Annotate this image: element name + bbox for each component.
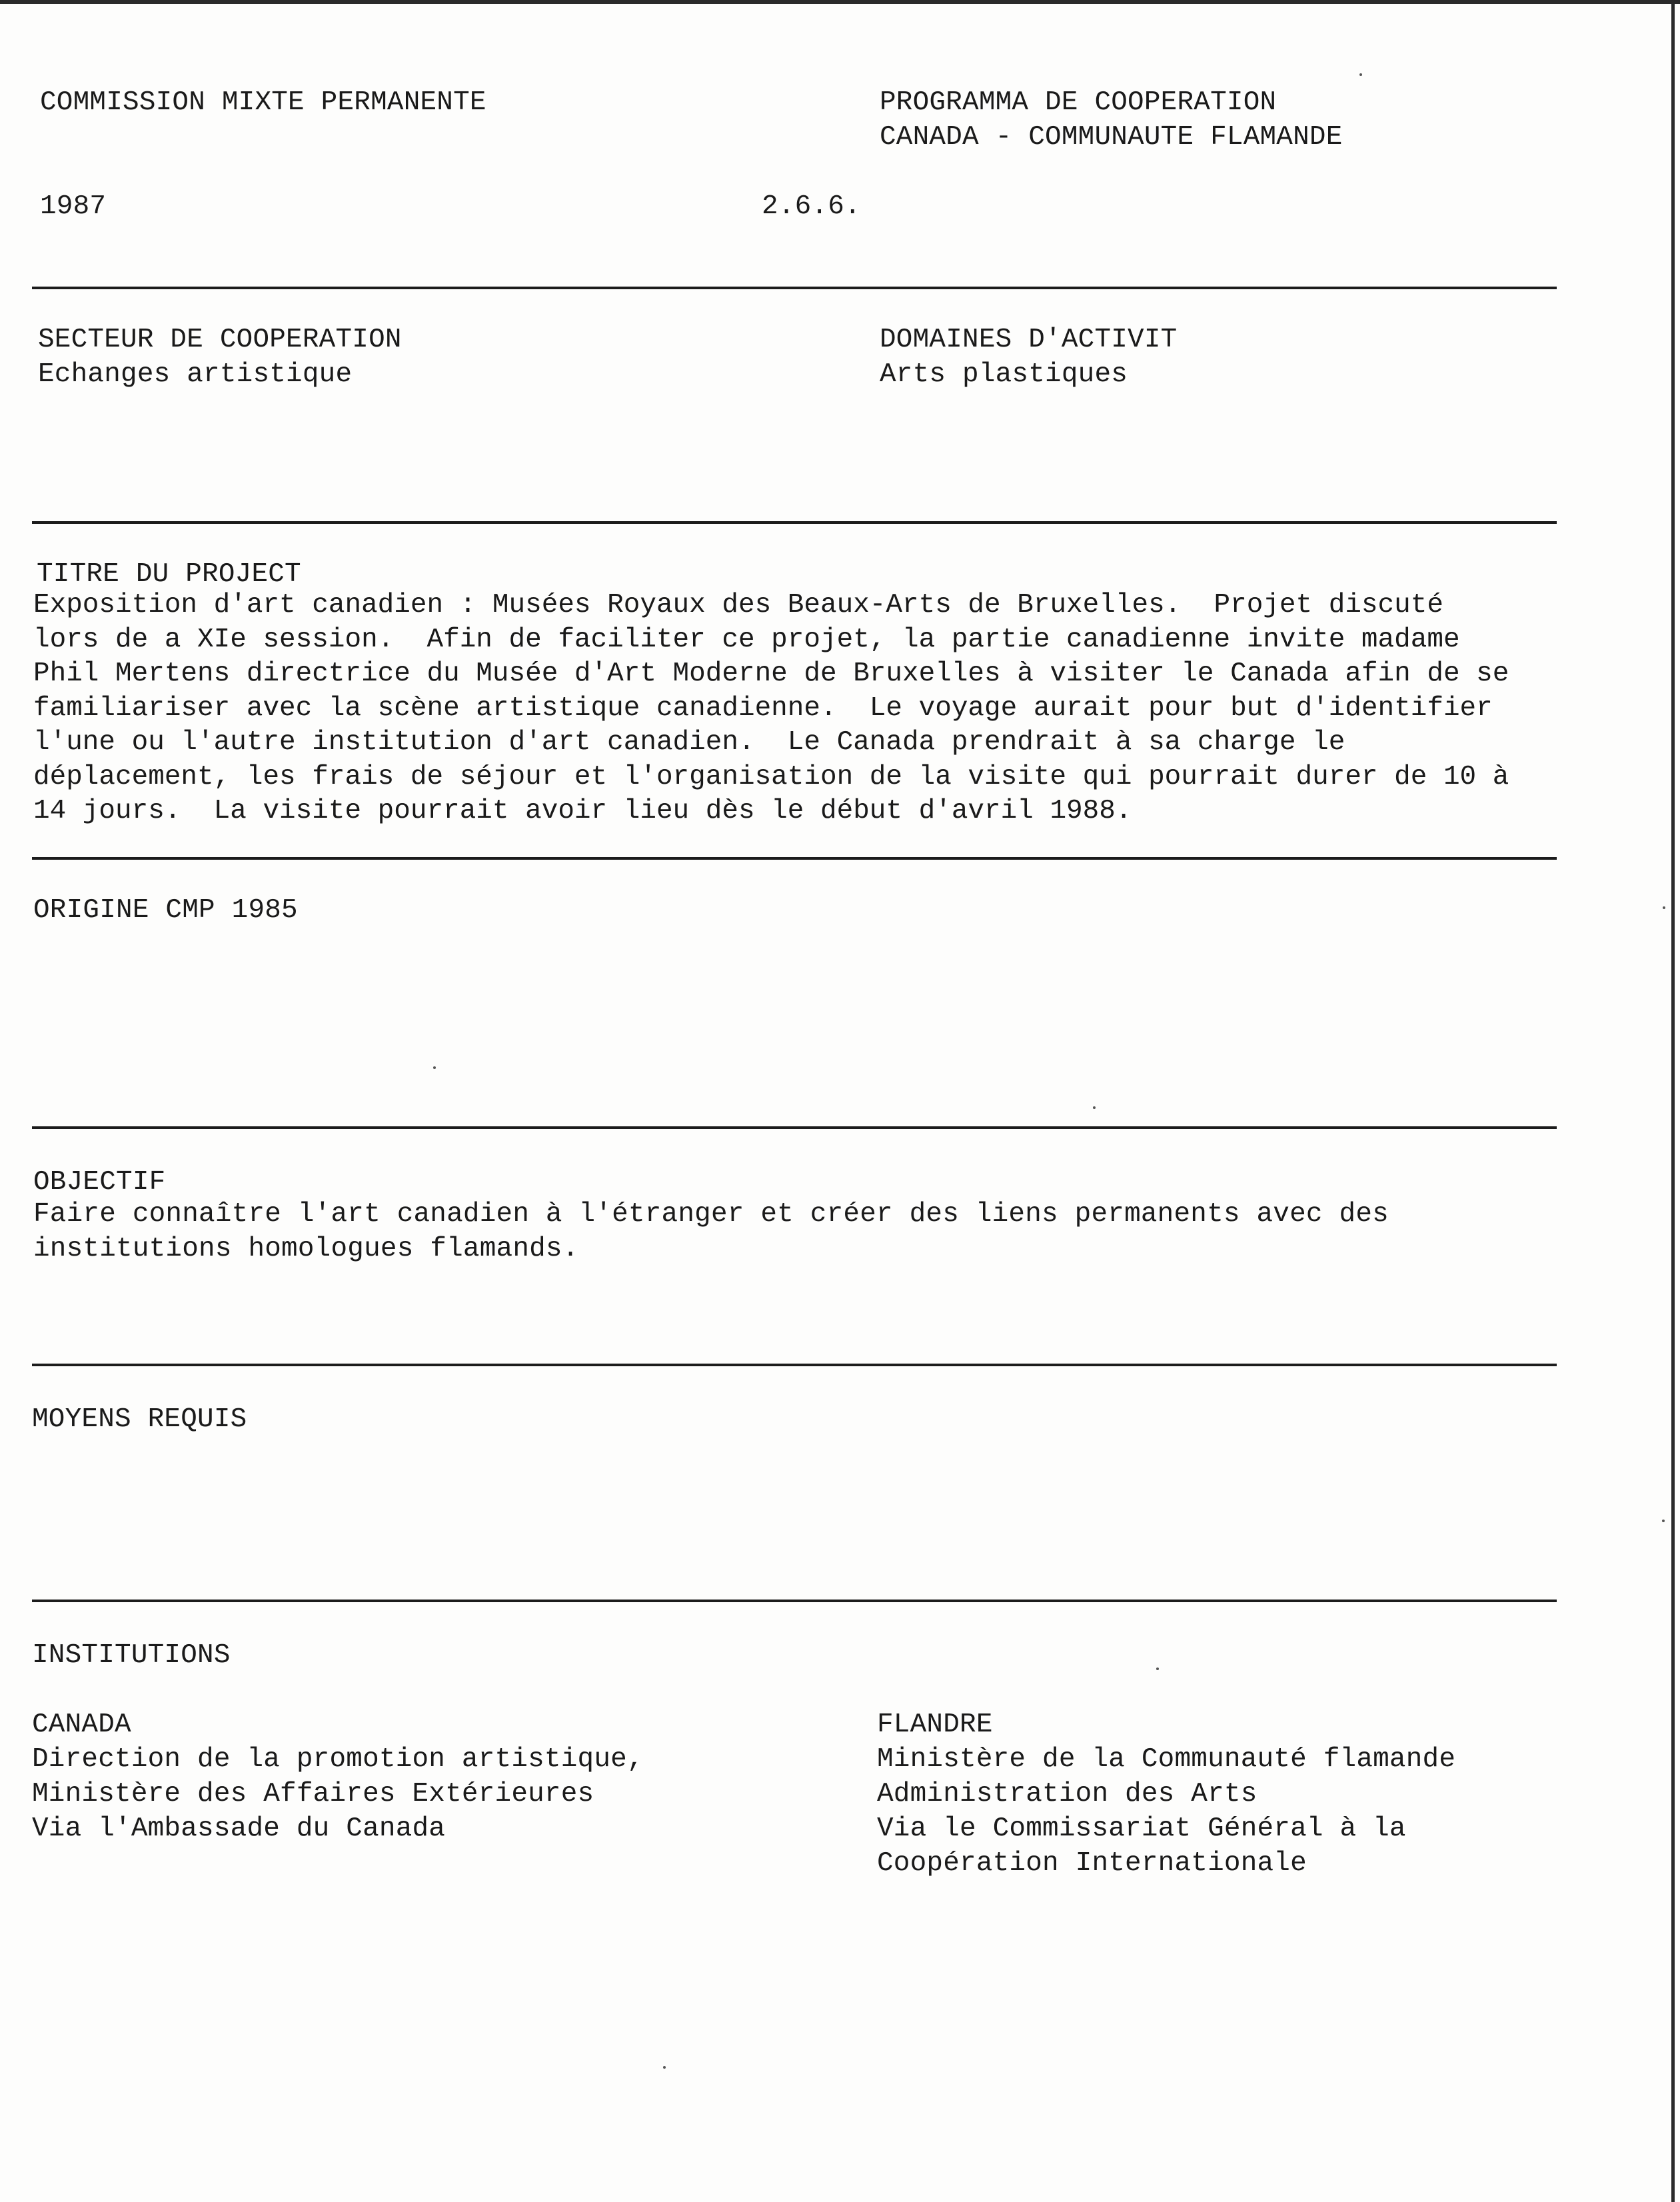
project-description-line: familiariser avec la scène artistique canadienne. Le voyage aurait pour but d'identifier [33, 692, 1493, 724]
project-description-line: Exposition d'art canadien : Musées Royaux des Beaux-Arts de Bruxelles. Projet discuté [33, 590, 1443, 620]
program-heading-line2: CANADA - COMMUNAUTE FLAMANDE [880, 122, 1343, 153]
program-heading-line1: PROGRAMMA DE COOPERATION [880, 87, 1277, 118]
scan-speck [1156, 1667, 1159, 1670]
section-divider [32, 1364, 1557, 1366]
commission-heading: COMMISSION MIXTE PERMANENTE [40, 87, 486, 118]
page-right-edge [1671, 0, 1675, 2202]
scan-speck [1663, 906, 1665, 909]
project-description-line: Phil Mertens directrice du Musée d'Art Moderne de Bruxelles à visiter le Canada afin de se [33, 658, 1509, 689]
scan-speck [433, 1066, 436, 1069]
document-year: 1987 [40, 191, 107, 222]
objectives-label: OBJECTIF [33, 1167, 166, 1198]
section-divider [32, 857, 1557, 860]
flandre-institution-line: Via le Commissariat Général à la [877, 1813, 1406, 1844]
objectives-line: institutions homologues flamands. [33, 1234, 579, 1264]
project-description-line: l'une ou l'autre institution d'art canadien. Le Canada prendrait à sa charge le [33, 727, 1345, 758]
flandre-heading: FLANDRE [877, 1709, 993, 1740]
canada-institution-line: Via l'Ambassade du Canada [32, 1813, 446, 1844]
project-description-line: lors de a XIe session. Afin de faciliter ce projet, la partie canadienne invite madame [33, 624, 1460, 655]
section-divider [32, 287, 1557, 289]
flandre-institution-line: Administration des Arts [877, 1779, 1258, 1809]
page-top-edge [0, 0, 1680, 4]
section-divider [32, 1126, 1557, 1129]
sector-value: Echanges artistique [38, 359, 353, 390]
objectives-line: Faire connaître l'art canadien à l'étranger et créer des liens permanents avec des [33, 1199, 1389, 1230]
flandre-institution-line: Ministère de la Communauté flamande [877, 1744, 1456, 1775]
scan-speck [1093, 1106, 1096, 1109]
project-description [33, 588, 1566, 829]
domains-value: Arts plastiques [880, 359, 1128, 390]
document-code: 2.6.6. [762, 191, 861, 222]
project-title-label: TITRE DU PROJECT [37, 559, 301, 590]
flandre-institution-line: Coopération Internationale [877, 1848, 1307, 1879]
project-description-line: déplacement, les frais de séjour et l'organisation de la visite qui pourrait durer de 10 à [33, 761, 1509, 792]
scan-speck [663, 2066, 666, 2069]
means-label: MOYENS REQUIS [32, 1404, 247, 1435]
scan-speck [1662, 1520, 1665, 1522]
project-description-line: 14 jours. La visite pourrait avoir lieu dès le début d'avril 1988. [33, 796, 1132, 826]
canada-institution-line: Direction de la promotion artistique, [32, 1744, 644, 1775]
canada-heading: CANADA [32, 1709, 131, 1740]
domains-label: DOMAINES D'ACTIVIT [880, 325, 1178, 355]
institutions-label: INSTITUTIONS [32, 1640, 231, 1671]
origin-label: ORIGINE CMP 1985 [33, 895, 298, 926]
section-divider [32, 521, 1557, 524]
scan-speck [1359, 73, 1362, 76]
sector-label: SECTEUR DE COOPERATION [38, 325, 402, 355]
section-divider [32, 1600, 1557, 1602]
canada-institution-line: Ministère des Affaires Extérieures [32, 1779, 594, 1809]
